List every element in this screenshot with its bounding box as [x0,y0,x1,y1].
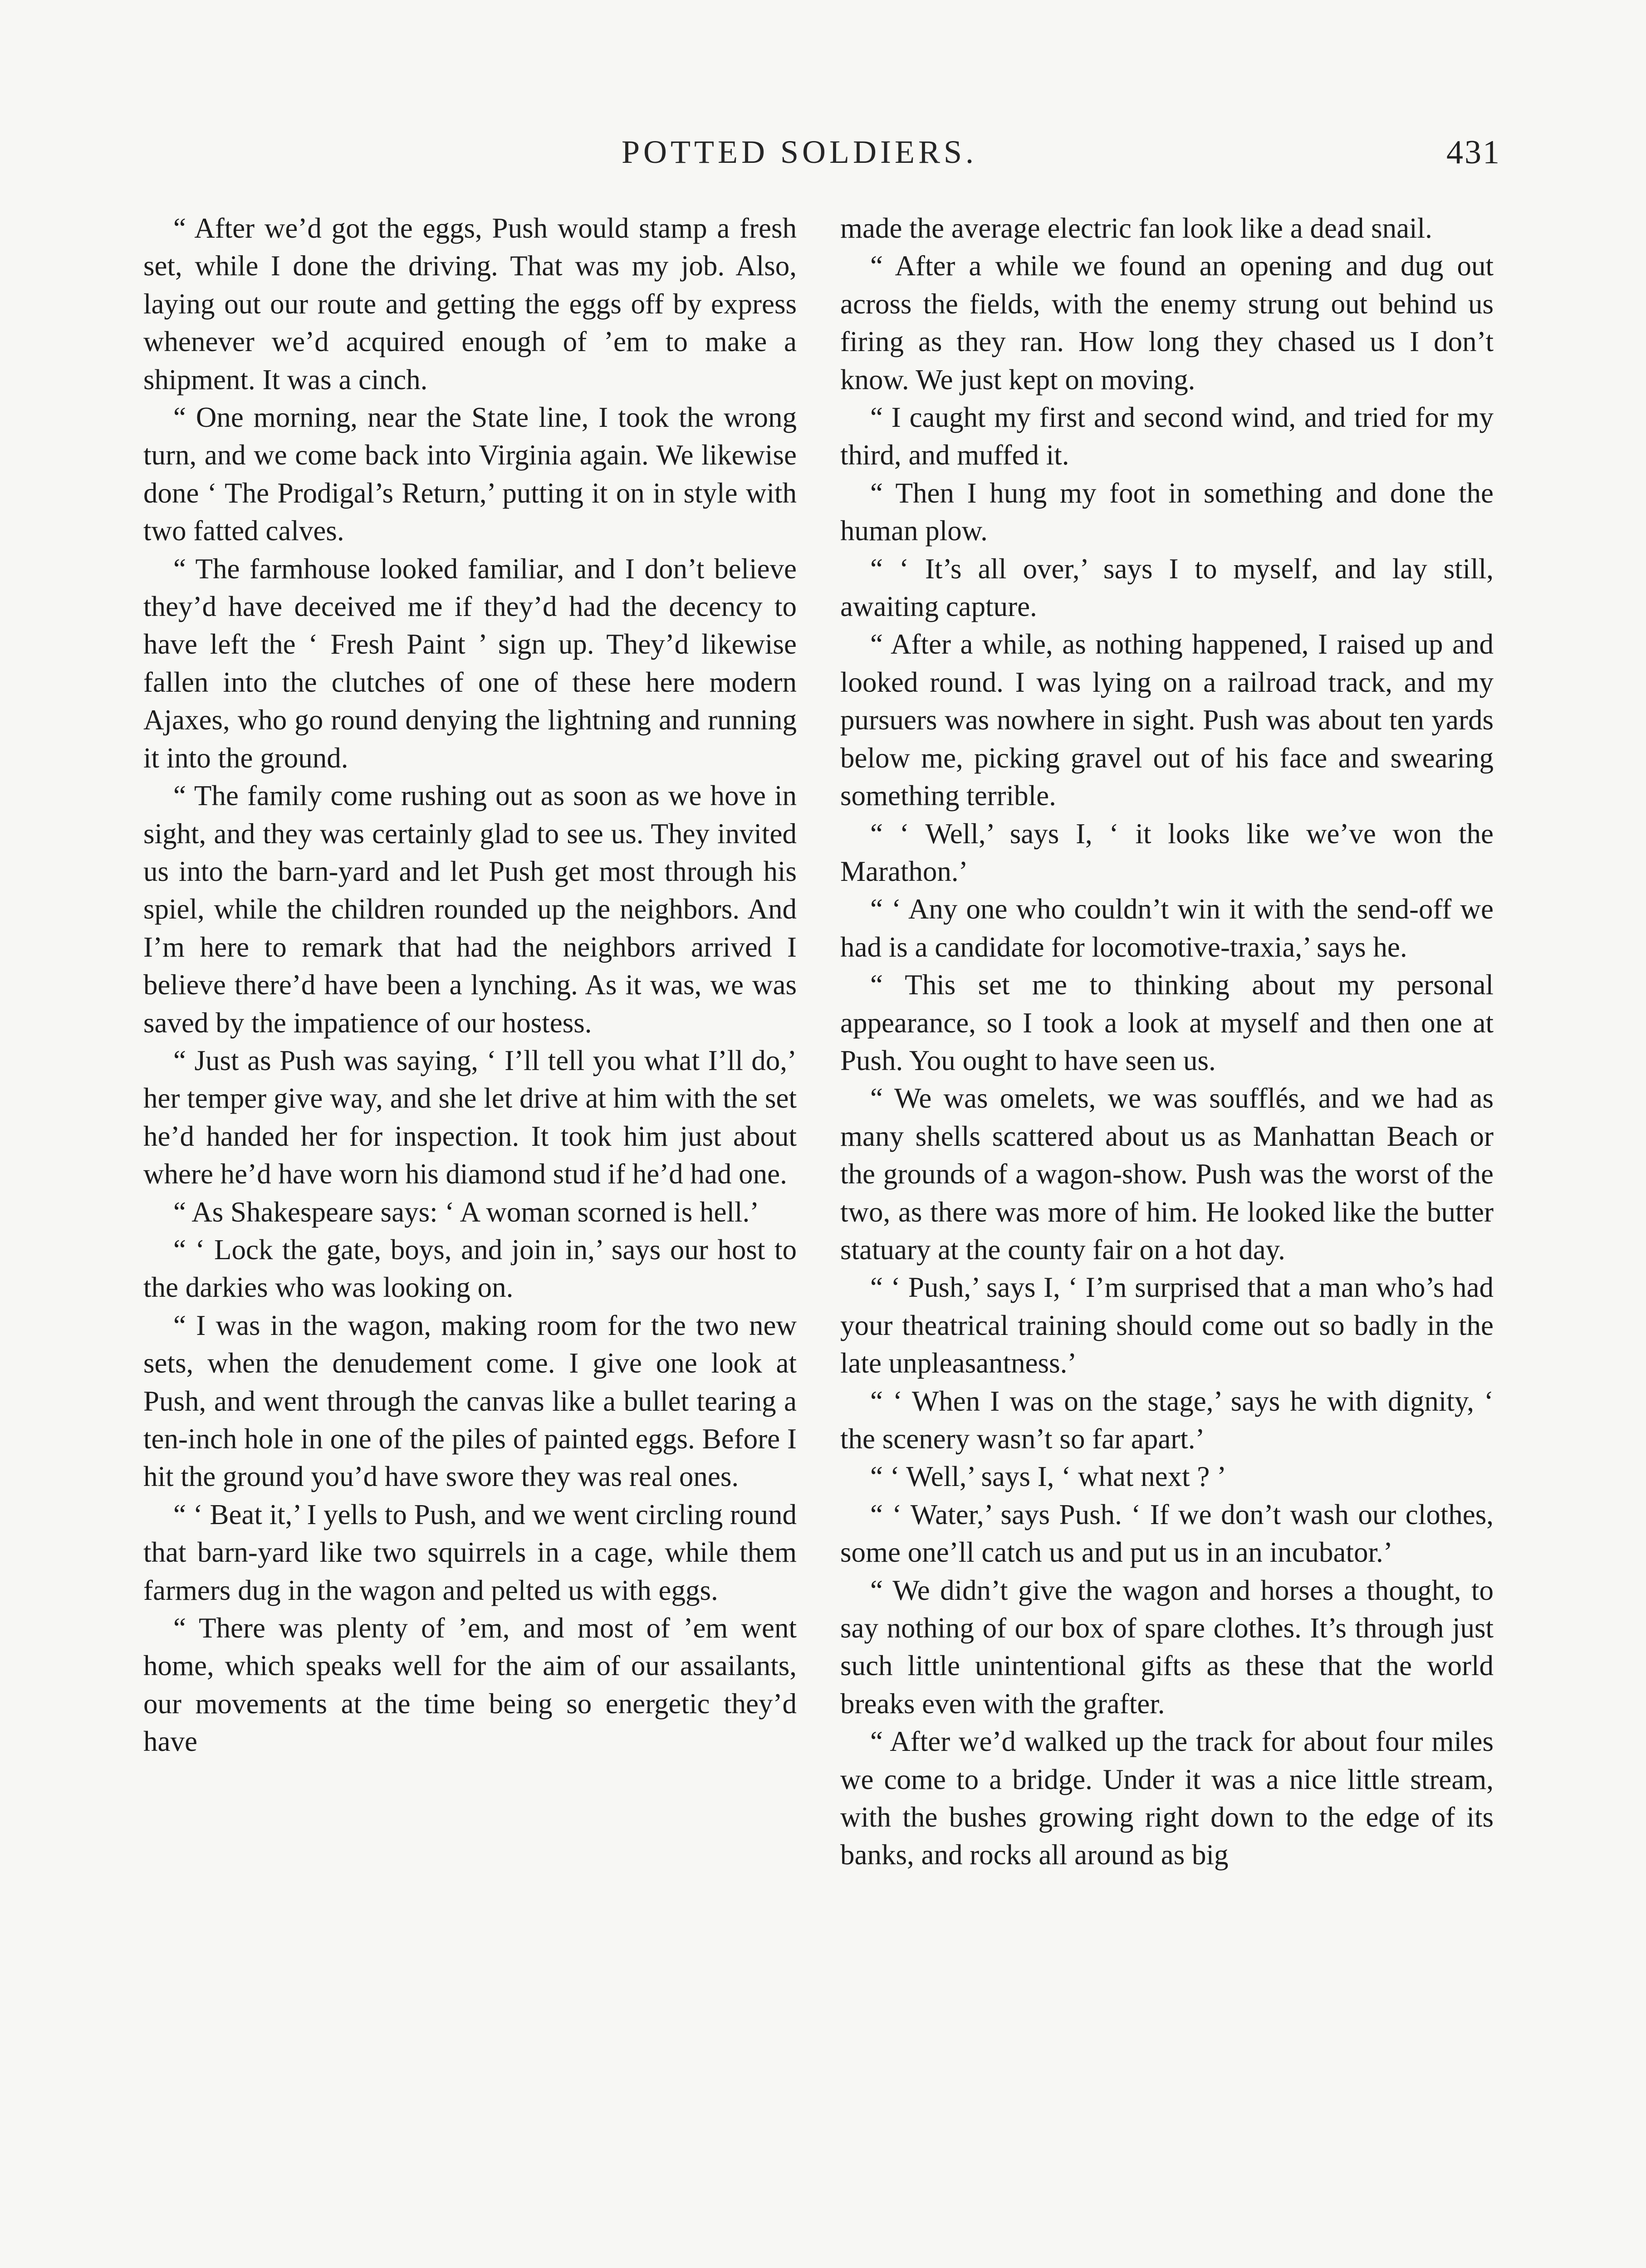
running-title: POTTED SOLDIERS. [622,134,978,170]
paragraph: “ ‘ It’s all over,’ says I to myself, and lay still, awaiting capture. [840,552,1494,623]
paragraph: “ ‘ Water,’ says Push. ‘ If we don’t wash our clothes, some one’ll catch us and put us in an incubator.’ [840,1498,1494,1569]
page-number: 431 [1446,134,1501,171]
paragraph: “ ‘ Well,’ says I, ‘ what next ? ’ [870,1461,1227,1493]
paragraph: “ This set me to thinking about my personal appearance, so I took a look at myself and then one at Push. You ought to have seen us. [840,969,1494,1076]
paragraph: “ After we’d got the eggs, Push would stamp a fresh set, while I done the driving. That was my job. Also, laying out our route and getting the eggs off by express whenever we’d acquired enough of ’em to make a shipment. It was a cinch. [143,212,797,396]
paragraph: “ I caught my first and second wind, and tried for my third, and muffed it. [840,401,1494,471]
paragraph: “ ‘ Beat it,’ I yells to Push, and we went circling round that barn-yard like two squirrels in a cage, while them farmers dug in the wagon and pelted us with eggs. [143,1498,797,1606]
paragraph: “ After a while, as nothing happened, I raised up and looked round. I was lying on a railroad track, and my pursuers was nowhere in sight. Push was about ten yards below me, picking gravel out of his face and swearing something terrible. [840,628,1494,812]
paragraph: “ ‘ When I was on the stage,’ says he with dignity, ‘ the scenery wasn’t so far apart.’ [840,1385,1494,1455]
running-head [0,130,1646,180]
paragraph: “ I was in the wagon, making room for the two new sets, when the denudement come. I give one look at Push, and went through the canvas like a bullet tearing a ten-inch hole in one of the piles of painted eggs. Before I hit the ground you’d have swore they was real ones. [143,1309,797,1493]
paragraph: “ One morning, near the State line, I took the wrong turn, and we come back into Virginia again. We likewise done ‘ The Prodigal’s Return,’ putting it on in style with two fatted calves. [143,401,797,547]
paragraph: “ There was plenty of ’em, and most of ’em went home, which speaks well for the aim of our assailants, our movements at the time being so energetic they’d have [143,1612,797,1758]
paragraph: “ After a while we found an opening and dug out across the fields, with the enemy strung out behind us firing as they ran. How long they chased us I don’t know. We just kept on moving. [840,250,1494,396]
paragraph: “ ‘ Push,’ says I, ‘ I’m surprised that a man who’s had your theatrical training should come out so badly in the late unpleasantness.’ [840,1271,1494,1379]
paragraph: “ Then I hung my foot in something and done the human plow. [840,477,1494,547]
paragraph: “ After we’d walked up the track for about four miles we come to a bridge. Under it was a nice little stream, with the bushes growing right down to the edge of its banks, and rocks all around as big [840,1725,1494,1871]
paragraph: “ Just as Push was saying, ‘ I’ll tell you what I’ll do,’ her temper give way, and she let drive at him with the set he’d handed her for inspection. It took him just about where he’d have worn his diamond stud if he’d had one. [143,1044,797,1190]
paragraph: “ The farmhouse looked familiar, and I don’t believe they’d have deceived me if they’d had the decency to have left the ‘ Fresh Paint ’ sign up. They’d likewise fallen into the clutches of one of these here modern Ajaxes, who go round denying the lightning and running it into the ground. [143,552,797,774]
paragraph: “ We was omelets, we was soufflés, and we had as many shells scattered about us as Manhattan Beach or the grounds of a wagon-show. Push was the worst of the two, as there was more of him. He looked like the butter statuary at the county fair on a hot day. [840,1082,1494,1266]
paragraph: “ ‘ Well,’ says I, ‘ it looks like we’ve won the Marathon.’ [840,817,1494,887]
paragraph: “ ‘ Any one who couldn’t win it with the send-off we had is a candidate for locomotive-traxia,’ says he. [840,893,1494,963]
right-column [840,210,1494,1874]
paragraph: “ As Shakespeare says: ‘ A woman scorned is hell.’ [173,1196,759,1228]
paragraph: “ The family come rushing out as soon as we hove in sight, and they was certainly glad to see us. They invited us into the barn-yard and let Push get most through his spiel, while the children rounded up the neighbors. And I’m here to remark that had the neighbors arrived I believe there’d have been a lynching. As it was, we was saved by the impatience of our hostess. [143,780,797,1039]
paragraph: “ ‘ Lock the gate, boys, and join in,’ says our host to the darkies who was looking on. [143,1233,797,1304]
paragraph: “ We didn’t give the wagon and horses a thought, to say nothing of our box of spare clothes. It’s through just such little unintentional gifts as these that the world breaks even with the grafter. [840,1574,1494,1720]
left-column [143,210,797,1761]
paragraph-continuation: made the average electric fan look like a dead snail. [840,212,1432,244]
